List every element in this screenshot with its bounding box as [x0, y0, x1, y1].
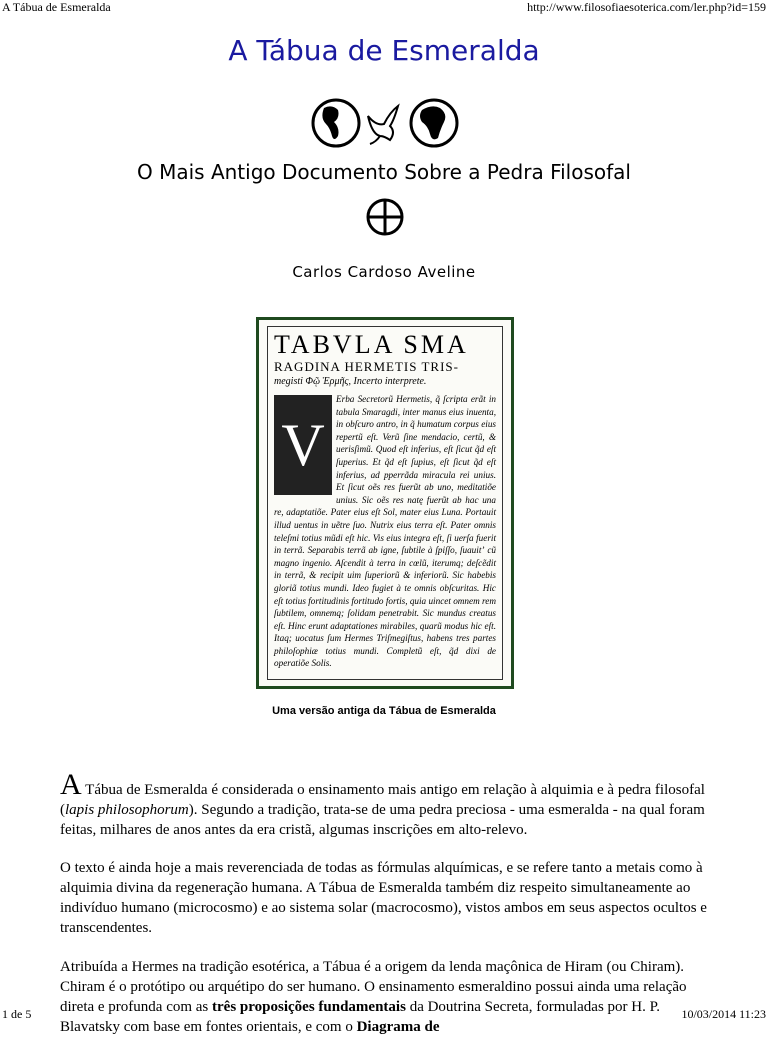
tablet-heading-1: TABVLA SMA	[274, 330, 469, 359]
paragraph-3	[60, 957, 710, 1037]
paragraph-1-italic: lapis philosophorum	[65, 802, 189, 818]
paragraph-1	[60, 768, 710, 840]
print-header-title: A Tábua de Esmeralda	[2, 0, 111, 14]
image-caption: Uma versão antiga da Tábua de Esmeralda	[272, 705, 496, 717]
paragraph-1-text-a: Tábua de Esmeralda é considerada o ensinamento mais antigo em relação à alquimia e à pedra filosofal (	[60, 782, 705, 818]
paragraph-3-text-b: da Doutrina Secreta, formuladas por H. P. Blavatsky com base em fontes orientais, e com o	[60, 999, 661, 1035]
page-title: A Tábua de Esmeralda	[228, 34, 540, 67]
paragraph-3-bold: três proposições fundamentais	[212, 999, 406, 1015]
print-footer-page: 1 de 5	[2, 1007, 32, 1021]
print-header-url: http://www.filosofiaesoterica.com/ler.php?id=159	[527, 0, 766, 14]
dove-icon	[368, 106, 398, 144]
paragraph-3-text-a: Atribuída a Hermes na tradição esotérica, a Tábua é a origem da lenda maçônica de Hiram (ou Chiram). Chiram é o protótipo ou arquétipo do ser humano. O ensinamento esmeraldino possui ainda uma relação direta e profunda com as	[60, 959, 687, 1015]
paragraph-2: O texto é ainda hoje a mais reverenciada de todas as fórmulas alquímicas, e se refere tanto a metais como à alquimia divina da regeneração humana. A Tábua de Esmeralda também diz respeito simultaneamente ao indivíduo humano (microcosmo) e ao sistema solar (macrocosmo), vistos ambos em seus aspectos ocultos e transcendentes.	[60, 860, 707, 936]
tablet-heading-3: megisti Φῷ Ἑρμῆς, Incerto interprete.	[274, 376, 427, 387]
globe-africa-icon	[411, 100, 457, 146]
author-name: Carlos Cardoso Aveline	[292, 263, 476, 281]
circle-cross-icon	[365, 197, 405, 237]
tablet-body-text: Erba Secretorũ Hermetis, q̃ ſcripta erãt in tabula Smaragdi, inter manus eius inuenta, in obſcuro antro, in q̃ humatum corpus eius repertũ eſt. Verũ ſine mendacio, certũ, & uerisſimũ. Quod eſt inferius, eſt ſicut q̃d eſt ſuperius. Et q̃d eſt ſupius, eſt ſicut q̃d eſt inferius, ad pperrãda miracula rei unius. Et ſicut oẽs res fuerũt ab uno, meditatiõe unius. Sic oẽs res natę fuerũt ab hac una re, adaptatiõe. Pater eius eſt Sol, mater eius Luna. Portauit illud uentus in uẽtre ſuo. Nutrix eius terra eſt. Pater omnis teleſmi totius mũdi eſt hic. Vis eius integra eſt, ſi uerſa fuerit in terrã. Separabis terrã ab igne, ſubtile à ſpiſſo, ſuauitʼ cũ magno ingenio. Aſcendit à terra in cœlũ, iterumq; deſcẽdit in terrã, & recipit uim ſuperiorũ & inferiorũ. Sic habebis gloriã totius mundi. Ideo fugiet à te omnis obſcuritas. Hic eſt totius fortitudinis fortitudo fortis, quia uincet omnem rem ſubtilem, omnemq; ſolidam penetrabit. Sic mundus creatus eſt. Hinc erunt adaptationes mirabiles, quarũ modus hic eſt. Itaq; uocatus ſum Hermes Triſmegiſtus, habens tres partes philoſophiæ totius mundi. Completũ eſt, q̃d dixi de operatiõe Solis.	[274, 394, 496, 669]
paragraph-1-text-b: ). Segundo a tradição, trata-se de uma pedra preciosa - uma esmeralda - na qual foram feitas, milhares de anos antes da era cristã, algumas inscrições em alto-relevo.	[60, 802, 705, 838]
tabula-smaragdina-image	[256, 317, 514, 689]
tablet-dropcap: V	[274, 395, 332, 495]
print-footer-date: 10/03/2014 11:23	[681, 1007, 766, 1021]
globes-dove-emblem	[310, 96, 460, 150]
globe-americas-icon	[313, 100, 359, 146]
page-subtitle: O Mais Antigo Documento Sobre a Pedra Filosofal	[137, 160, 631, 184]
paragraph-3-bold-2: Diagrama de	[356, 1019, 440, 1035]
tablet-heading-2: RAGDINA HERMETIS TRIS-	[274, 359, 459, 374]
paragraph-dropcap: A	[60, 768, 82, 801]
